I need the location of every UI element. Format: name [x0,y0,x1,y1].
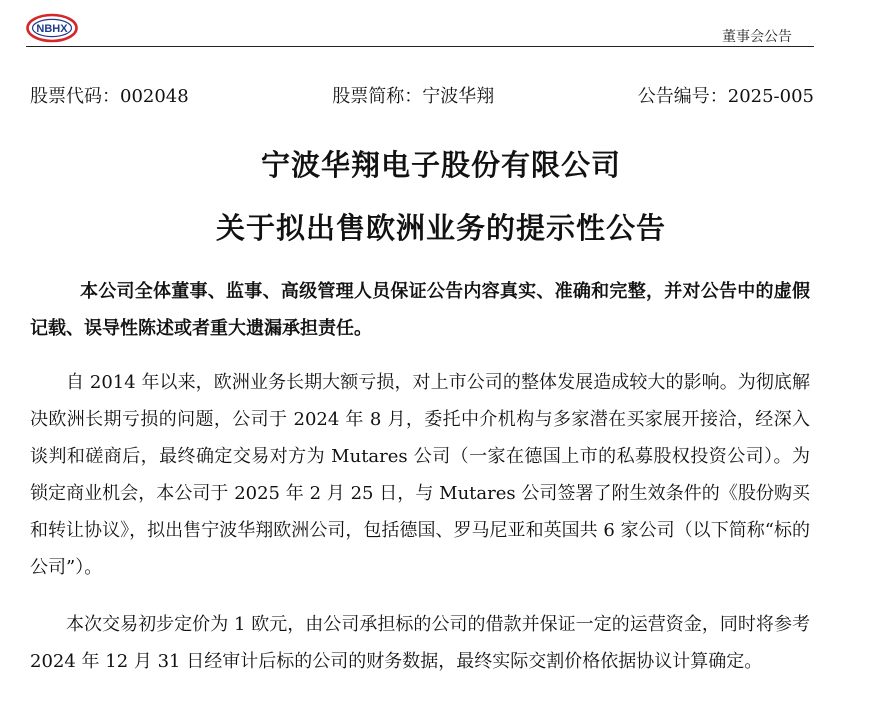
doc-type-label: 董事会公告 [722,29,792,45]
company-logo [26,13,78,43]
announcement-title: 关于拟出售欧洲业务的提示性公告 [215,211,666,245]
stock-short-name: 股票简称：宁波华翔 [332,86,495,107]
notice-number: 公告编号：2025-005 [637,86,814,107]
body-paragraph-2: 本次交易初步定价为 1 欧元，由公司承担标的公司的借款并保证一定的运营资金，同时将参考 2024 年 12 月 31 日经审计后标的公司的财务数据，最终实际交割价格依据协议计算确定。 [30,614,810,672]
body-paragraph-1: 自 2014 年以来，欧洲业务长期大额亏损，对上市公司的整体发展造成较大的影响。为彻底解决欧洲长期亏损的问题，公司于 2024 年 8 月，委托中介机构与多家潜在买家展开接洽，经深入谈判和磋商后，最终确定交易对方为 Mutares 公司（一家在德国上市的私募股权投资公司）。为锁定商业机会，本公司于 2025 年 2 月 25 日，与 Mutares 公司签署了附生效条件的《股份购买和转让协议》，拟出售宁波华翔欧洲公司，包括德国、罗马尼亚和英国共 6 家公司（以下简称“标的公司”）。 [30,372,810,578]
stock-info-line [30,82,814,108]
logo-text: NBHX [36,23,68,35]
board-statement: 本公司全体董事、监事、高级管理人员保证公告内容真实、准确和完整，并对公告中的虚假记载、误导性陈述或者重大遗漏承担责任。 [30,281,810,339]
stock-code: 股票代码：002048 [30,86,189,107]
company-title: 宁波华翔电子股份有限公司 [260,148,621,182]
header-divider [26,46,814,47]
